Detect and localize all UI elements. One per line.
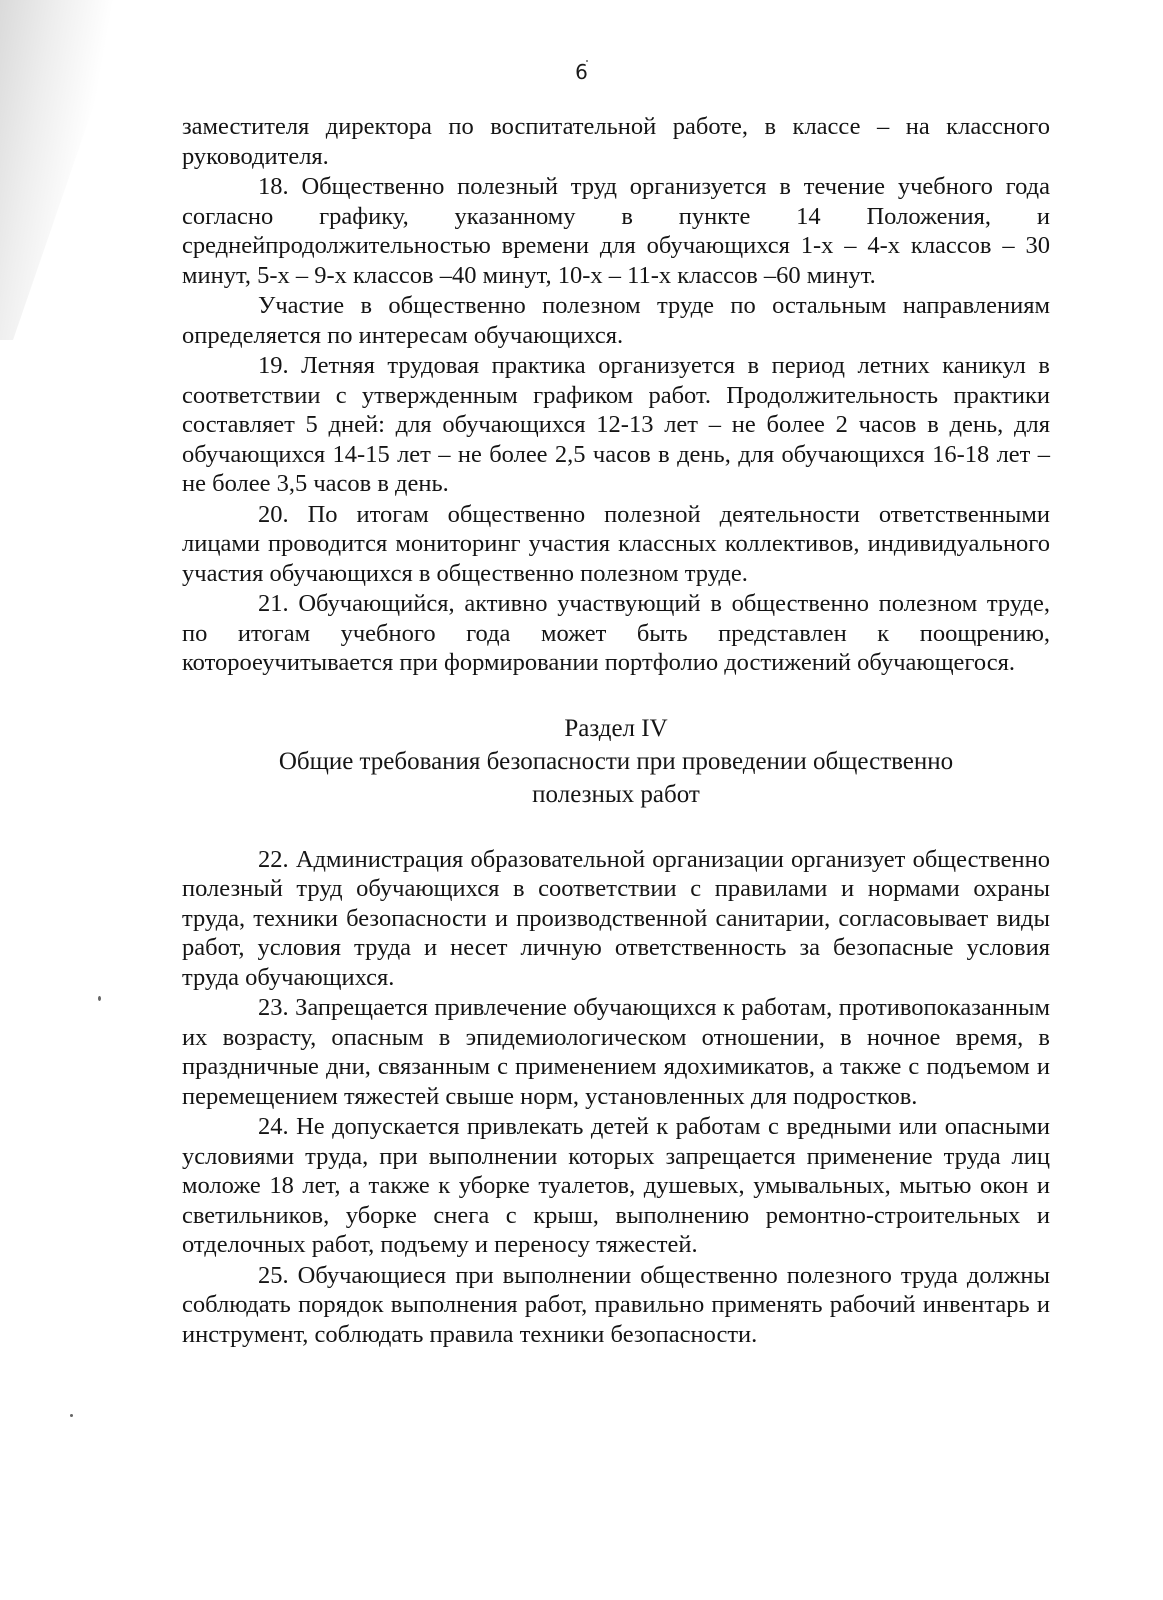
paragraph-25: 25. Обучающиеся при выполнении общественно полезного труда должны соблюдать порядок выполнения работ, правильно применять рабочий инвентарь и инструмент, соблюдать правила техники безопасности. bbox=[182, 1261, 1050, 1348]
paragraph-continuation: заместителя директора по воспитательной работе, в классе – на классного руководителя. bbox=[182, 113, 1050, 170]
section-heading bbox=[182, 712, 1050, 811]
scan-speck bbox=[70, 1414, 73, 1417]
section-number: Раздел IV bbox=[564, 714, 668, 742]
paragraph-18: 18. Общественно полезный труд организуется в течение учебного года согласно графику, указанному в пункте 14 Положения, и среднейпродолжительностью времени для обучающихся 1-х – 4-х классов – 30 минут, 5-х – 9-х классов –40 минут, 10-х – 11-х классов –60 минут. bbox=[182, 173, 1050, 289]
section-title-line-1: Общие требования безопасности при проведении общественно bbox=[278, 747, 954, 775]
paragraph-23: 23. Запрещается привлечение обучающихся к работам, противопоказанным их возрасту, опасным в эпидемиологическом отношении, в ночное время, в праздничные дни, связанным с применением ядохимикатов, а также с подъемом и перемещением тяжестей свыше норм, установленных для подростков. bbox=[182, 994, 1050, 1110]
paragraph-21: 21. Обучающийся, активно участвующий в общественно полезном труде, по итогам учебного года может быть представлен к поощрению, котороеучитывается при формировании портфолио достижений обучающегося. bbox=[182, 590, 1050, 676]
paragraph-19: 19. Летняя трудовая практика организуется в период летних каникул в соответствии с утвержденным графиком работ. Продолжительность практики составляет 5 дней: для обучающихся 12-13 лет – не более 2 часов в день, для обучающихся 14-15 лет – не более 2,5 часов в день, для обучающихся 16-18 лет – не более 3,5 часов в день. bbox=[182, 352, 1050, 497]
page-number: 6 bbox=[575, 60, 588, 84]
document-body bbox=[182, 112, 1050, 1349]
paragraph-participation: Участие в общественно полезном труде по остальным направлениям определяется по интересам обучающихся. bbox=[182, 292, 1050, 349]
paragraph-24: 24. Не допускается привлекать детей к работам с вредными или опасными условиями труда, при выполнении которых запрещается применение труда лиц моложе 18 лет, а также к уборке туалетов, душевых, умывальных, мытью окон и светильников, уборке снега с крыш, выполнению ремонтно-строительных и отделочных работ, подъему и переносу тяжестей. bbox=[182, 1113, 1050, 1258]
paragraph-22: 22. Администрация образовательной организации организует общественно полезный труд обучающихся в соответствии с правилами и нормами охраны труда, техники безопасности и производственной санитарии, согласовывает виды работ, условия труда и несет личную ответственность за безопасные условия труда обучающихся. bbox=[182, 845, 1050, 991]
section-title-line-2: полезных работ bbox=[532, 780, 700, 808]
scan-edge-shadow bbox=[0, 0, 130, 340]
paragraph-20: 20. По итогам общественно полезной деятельности ответственными лицами проводится мониторинг участия классных коллективов, индивидуального участия обучающихся в общественно полезном труде. bbox=[182, 500, 1050, 587]
scan-speck bbox=[98, 996, 101, 1001]
